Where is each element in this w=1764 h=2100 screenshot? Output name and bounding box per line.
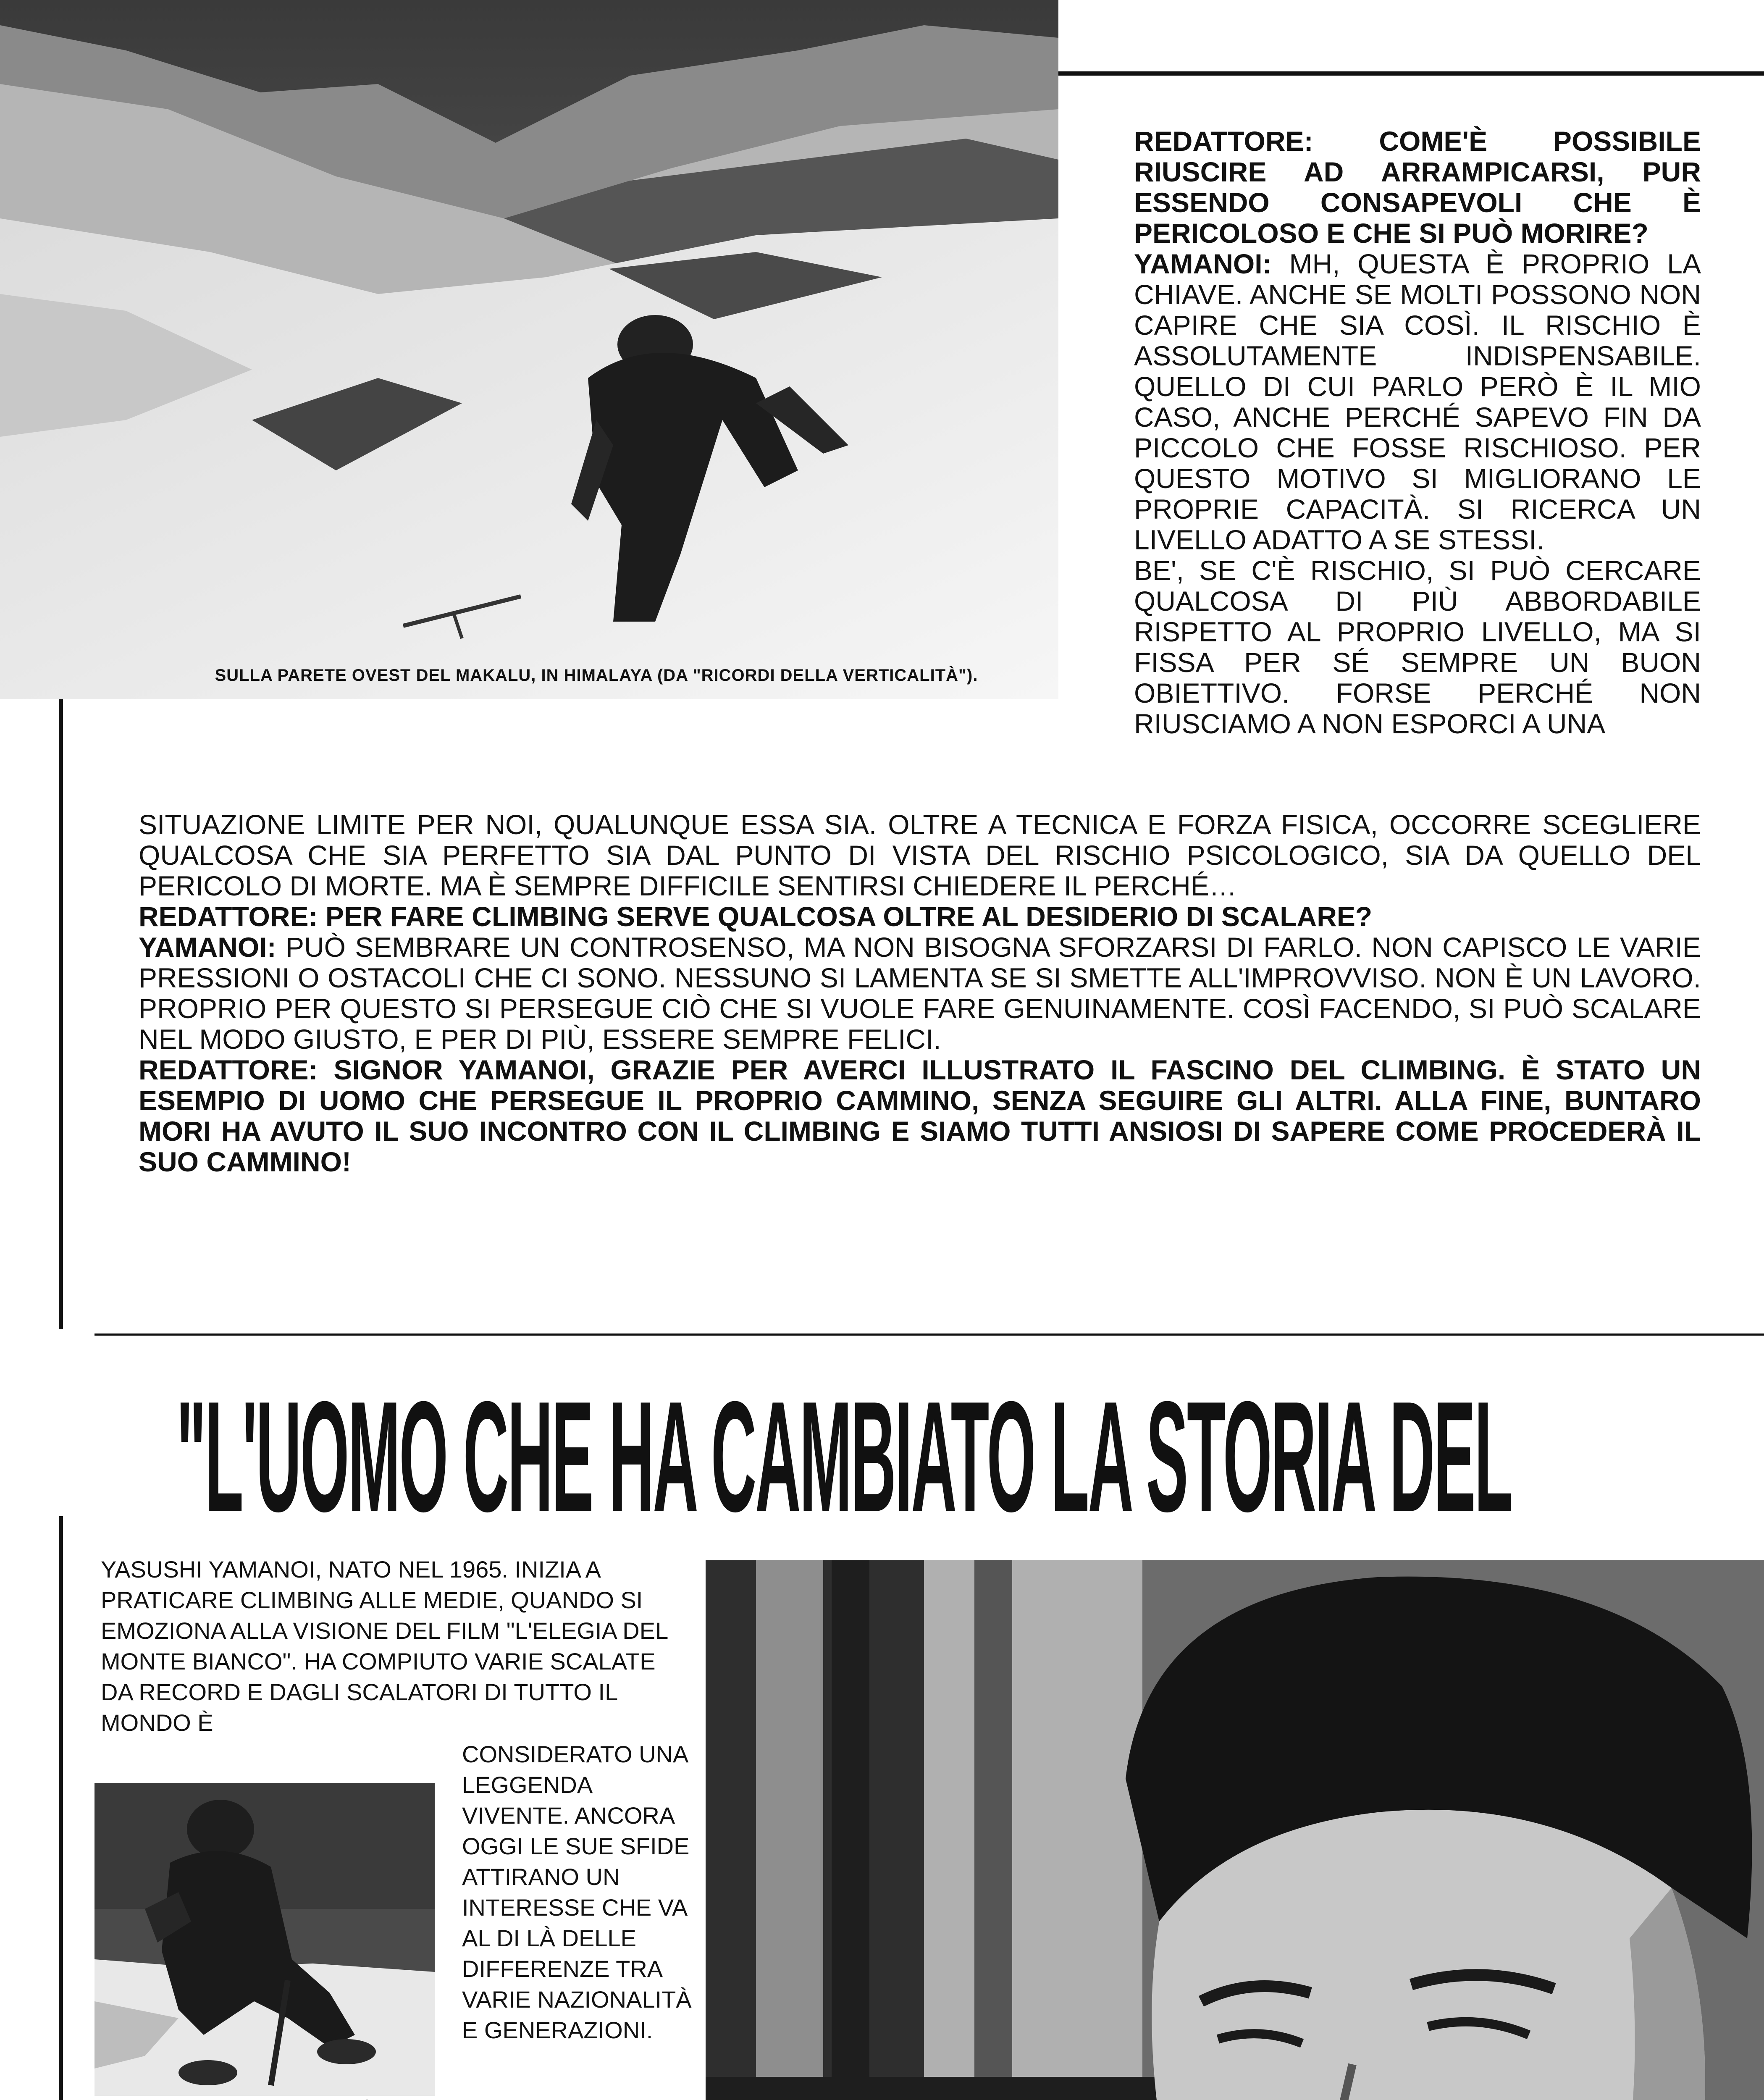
answer-1-speaker: YAMANOI: [1134, 248, 1272, 279]
question-2: REDATTORE: PER FARE CLIMBING SERVE QUALCOSA OLTRE AL DESIDERIO DI SCALARE? [139, 901, 1373, 932]
answer-1-conclusion: SITUAZIONE LIMITE PER NOI, QUALUNQUE ESSA SIA. OLTRE A TECNICA E FORZA FISICA, OCCORRE SCEGLIERE QUALCOSA CHE SIA PERFETTO SIA DAL PUNTO DI VISTA DEL RISCHIO PSICOLOGICO, SIA DA QUELLO DEL PERICOLO DI MORTE. MA È SEMPRE DIFFICILE SENTIRSI CHIEDERE IL PERCHÉ… [139, 809, 1701, 901]
left-frame-rule-upper [59, 699, 63, 1329]
answer-2 [139, 932, 1701, 1055]
answer-2-text: PUÒ SEMBRARE UN CONTROSENSO, MA NON BISOGNA SFORZARSI DI FARLO. NON CAPISCO LE VARIE PRESSIONI O OSTACOLI CHE CI SONO. NESSUNO SI LAMENTA SE SI SMETTE ALL'IMPROVVISO. NON È UN LAVORO. PROPRIO PER QUESTO SI PERSEGUE CIÒ CHE SI VUOLE FARE GENUINAMENTE. COSÌ FACENDO, SI PUÒ SCALARE NEL MODO GIUSTO, E PER DI PIÙ, ESSERE SEMPRE FELICI. [139, 932, 1701, 1055]
makalu-photo-illustration [0, 0, 1058, 699]
bio-intro: YASUSHI YAMANOI, NATO NEL 1965. INIZIA A PRATICARE CLIMBING ALLE MEDIE, QUANDO SI EMOZIONA ALLA VISIONE DEL FILM "L'ELEGIA DEL MONTE BIANCO". HA COMPIUTO VARIE SCALATE DA RECORD E DAGLI SCALATORI DI TUTTO IL MONDO È [101, 1556, 668, 1736]
top-right-rule [1058, 71, 1764, 76]
k2-photo [94, 1783, 435, 2096]
interview-wide-block [139, 809, 1701, 1177]
yamanoi-portrait-photo [706, 1560, 1764, 2100]
answer-1-text: MH, QUESTA È PROPRIO LA CHIAVE. ANCHE SE MOLTI POSSONO NON CAPIRE CHE SIA COSÌ. IL RISCHIO È ASSOLUTAMENTE INDISPENSABILE. QUELLO DI CUI PARLO PERÒ È IL MIO CASO, ANCHE PERCHÉ SAPEVO FIN DA PICCOLO CHE FOSSE RISCHIOSO. PER QUESTO MOTIVO SI MIGLIORANO LE PROPRIE CAPACITÀ. SI RICERCA UN LIVELLO ADATTO A SE STESSI. [1134, 248, 1701, 555]
answer-1 [1134, 249, 1701, 555]
question-1: REDATTORE: COME'È POSSIBILE RIUSCIRE AD ARRAMPICARSI, PUR ESSENDO CONSAPEVOLI CHE È PERICOLOSO E CHE SI PUÒ MORIRE? [1134, 126, 1701, 249]
headline: "L'UOMO CHE HA CAMBIATO LA STORIA DEL [176, 1368, 1512, 1545]
bio-legend: CONSIDERATO UNA LEGGENDA VIVENTE. ANCORA OGGI LE SUE SFIDE ATTIRANO UN INTERESSE CHE VA AL DI LÀ DELLE DIFFERENZE TRA VARIE NAZIONALITÀ E GENERAZIONI. [462, 1741, 692, 2043]
answer-1-continued: BE', SE C'È RISCHIO, SI PUÒ CERCARE QUALCOSA DI PIÙ ABBORDABILE RISPETTO AL PROPRIO LIVELLO, MA SI FISSA PER SÉ SEMPRE UN BUON OBIETTIVO. FORSE PERCHÉ NON RIUSCIAMO A NON ESPORCI A UNA [1134, 555, 1701, 739]
portrait-illustration [706, 1560, 1764, 2100]
closing-remark: REDATTORE: SIGNOR YAMANOI, GRAZIE PER AVERCI ILLUSTRATO IL FASCINO DEL CLIMBING. È STATO UN ESEMPIO DI UOMO CHE PERSEGUE IL PROPRIO CAMMINO, SENZA SEGUIRE GLI ALTRI. ALLA FINE, BUNTARO MORI HA AVUTO IL SUO INCONTRO CON IL CLIMBING E SIAMO TUTTI ANSIOSI DI SAPERE COME PROCEDERÀ IL SUO CAMMINO! [139, 1054, 1701, 1177]
makalu-climber-photo [0, 0, 1058, 699]
k2-photo-illustration [94, 1783, 435, 2096]
left-frame-rule-lower [59, 1516, 63, 2100]
makalu-photo-caption: SULLA PARETE OVEST DEL MAKALU, IN HIMALAYA (DA "RICORDI DELLA VERTICALITÀ"). [215, 666, 978, 685]
interview-column-right [1134, 126, 1701, 739]
section-divider-rule [94, 1334, 1764, 1336]
answer-2-speaker: YAMANOI: [139, 932, 276, 963]
